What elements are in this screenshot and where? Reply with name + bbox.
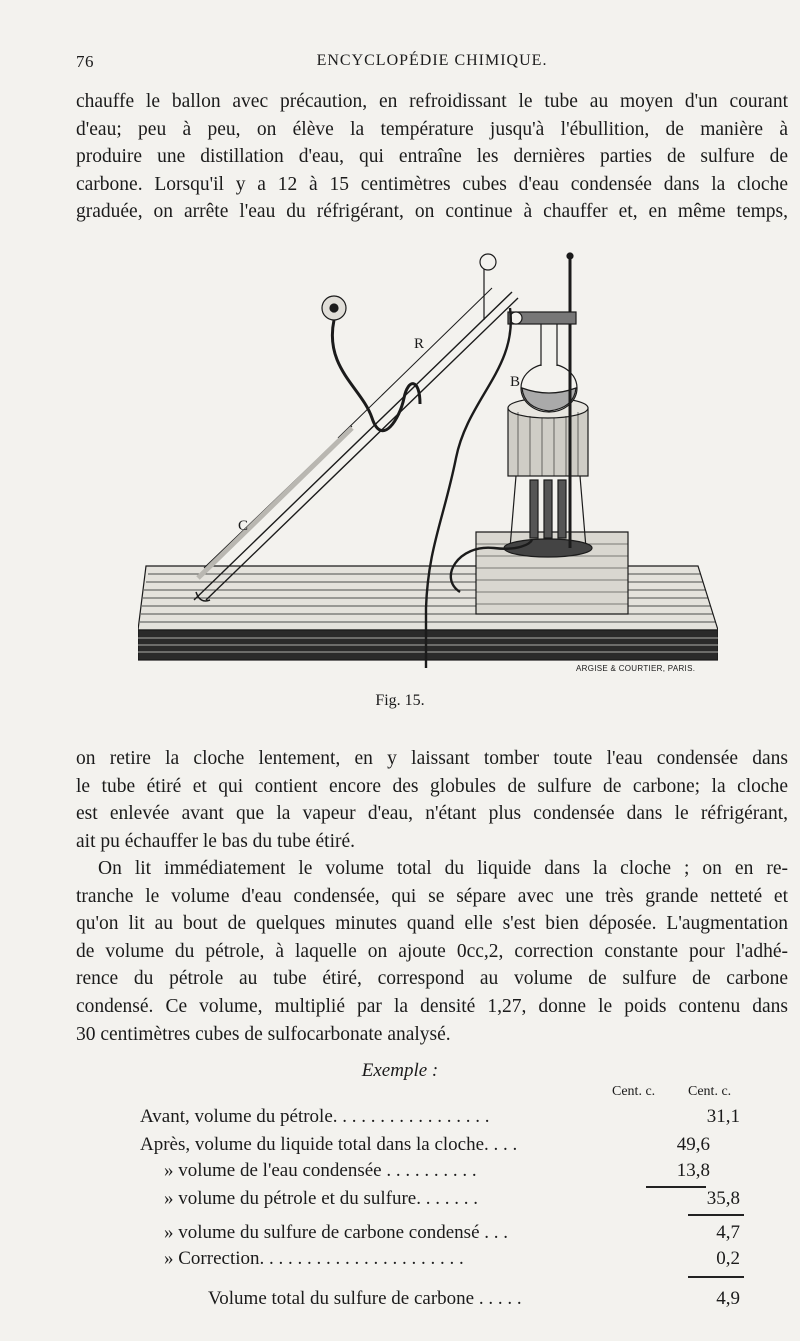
value-cell: 4,9 — [716, 1288, 740, 1309]
total-rule — [688, 1276, 744, 1278]
text-line: chauffe le ballon avec précaution, en refroidissant le tube au moyen d'un courant — [76, 91, 788, 112]
paragraph-1 — [76, 88, 788, 226]
difference-rule — [688, 1214, 744, 1216]
page-header — [76, 52, 788, 82]
label-r: R — [414, 336, 425, 352]
column-header-1: Cent. c. — [612, 1084, 656, 1099]
value-cell: 13,8 — [676, 1160, 710, 1181]
table-row — [76, 1288, 788, 1314]
row-label: Volume total du sulfure de carbone . . . . . — [208, 1288, 522, 1309]
table-row — [76, 1134, 788, 1160]
text-line: 30 centimètres cubes de sulfocarbonate analysé. — [76, 1023, 451, 1045]
text-line: produire une distillation d'eau, qui entraîne les dernières parties de sulfure de — [76, 146, 788, 168]
text-line: graduée, on arrête l'eau du réfrigérant, on continue à chauffer et, en même temps, — [76, 201, 788, 223]
paragraph-2 — [76, 745, 788, 855]
value-cell: 35,8 — [706, 1188, 740, 1209]
text-line: tranche le volume d'eau condensée, qui se sépare avec une très grande netteté et — [76, 885, 788, 907]
value-cell: 0,2 — [716, 1248, 740, 1269]
text-line: condensé. Ce volume, multiplié par la densité 1,27, donne le poids contenu dans — [76, 995, 788, 1017]
table-row — [76, 1188, 788, 1214]
value-cell: 49,6 — [676, 1134, 710, 1155]
row-label: » Correction. . . . . . . . . . . . . . . . . . . . . . — [164, 1248, 464, 1269]
label-b: B — [510, 374, 521, 390]
column-header-2: Cent. c. — [688, 1084, 732, 1099]
row-label: Après, volume du liquide total dans la cloche. . . . — [140, 1134, 518, 1155]
row-label: » volume de l'eau condensée . . . . . . . . . . — [164, 1160, 477, 1181]
text-line: carbone. Lorsqu'il y a 12 à 15 centimètres cubes d'eau condensée dans la cloche — [76, 173, 788, 195]
text-line: le tube étiré et qui contient encore des globules de sulfure de carbone; la cloche — [76, 775, 788, 797]
text-line: de volume du pétrole, à laquelle on ajoute 0cc,2, correction constante pour l'adhé- — [76, 940, 788, 962]
label-c: C — [238, 518, 249, 534]
engraver-credit: ARGISE & COURTIER, PARIS. — [576, 664, 696, 673]
table-row — [76, 1248, 788, 1274]
text-line: rence du pétrole au tube étiré, correspond au volume de sulfure de carbone — [76, 968, 788, 990]
text-line: ait pu échauffer le bas du tube étiré. — [76, 830, 356, 852]
text-line: d'eau; peu à peu, on élève la température jusqu'à l'ébullition, de manière à — [76, 118, 788, 140]
row-label: » volume du sulfure de carbone condensé . . . — [164, 1222, 509, 1243]
value-cell: 4,7 — [716, 1222, 740, 1243]
paragraph-3 — [76, 855, 788, 1048]
text-line: On lit immédiatement le volume total du liquide dans la cloche ; on en re- — [98, 858, 788, 879]
value-cell: 31,1 — [706, 1106, 740, 1127]
text-line: on retire la cloche lentement, en y laissant tomber toute l'eau condensée dans — [76, 748, 788, 769]
running-title: ENCYCLOPÉDIE CHIMIQUE. — [316, 52, 548, 69]
table-row — [76, 1106, 788, 1132]
figure-caption: Fig. 15. — [375, 692, 425, 709]
text-line: est enlevée avant que la vapeur d'eau, n'étant plus condensée dans le réfrigérant, — [76, 803, 788, 825]
rubber-tube-left — [332, 320, 420, 431]
text-line: qu'on lit au bout de quelques minutes quand elle s'est bien déposée. L'augmentation — [76, 913, 788, 935]
table-row — [76, 1222, 788, 1248]
apparatus-illustration — [138, 248, 718, 680]
example-title: Exemple : — [361, 1060, 439, 1081]
row-label: Avant, volume du pétrole. . . . . . . . . . . . . . . . . — [140, 1106, 490, 1127]
page-number: 76 — [76, 52, 94, 71]
row-label: » volume du pétrole et du sulfure. . . . . . . — [164, 1188, 478, 1209]
table-row — [76, 1160, 788, 1186]
